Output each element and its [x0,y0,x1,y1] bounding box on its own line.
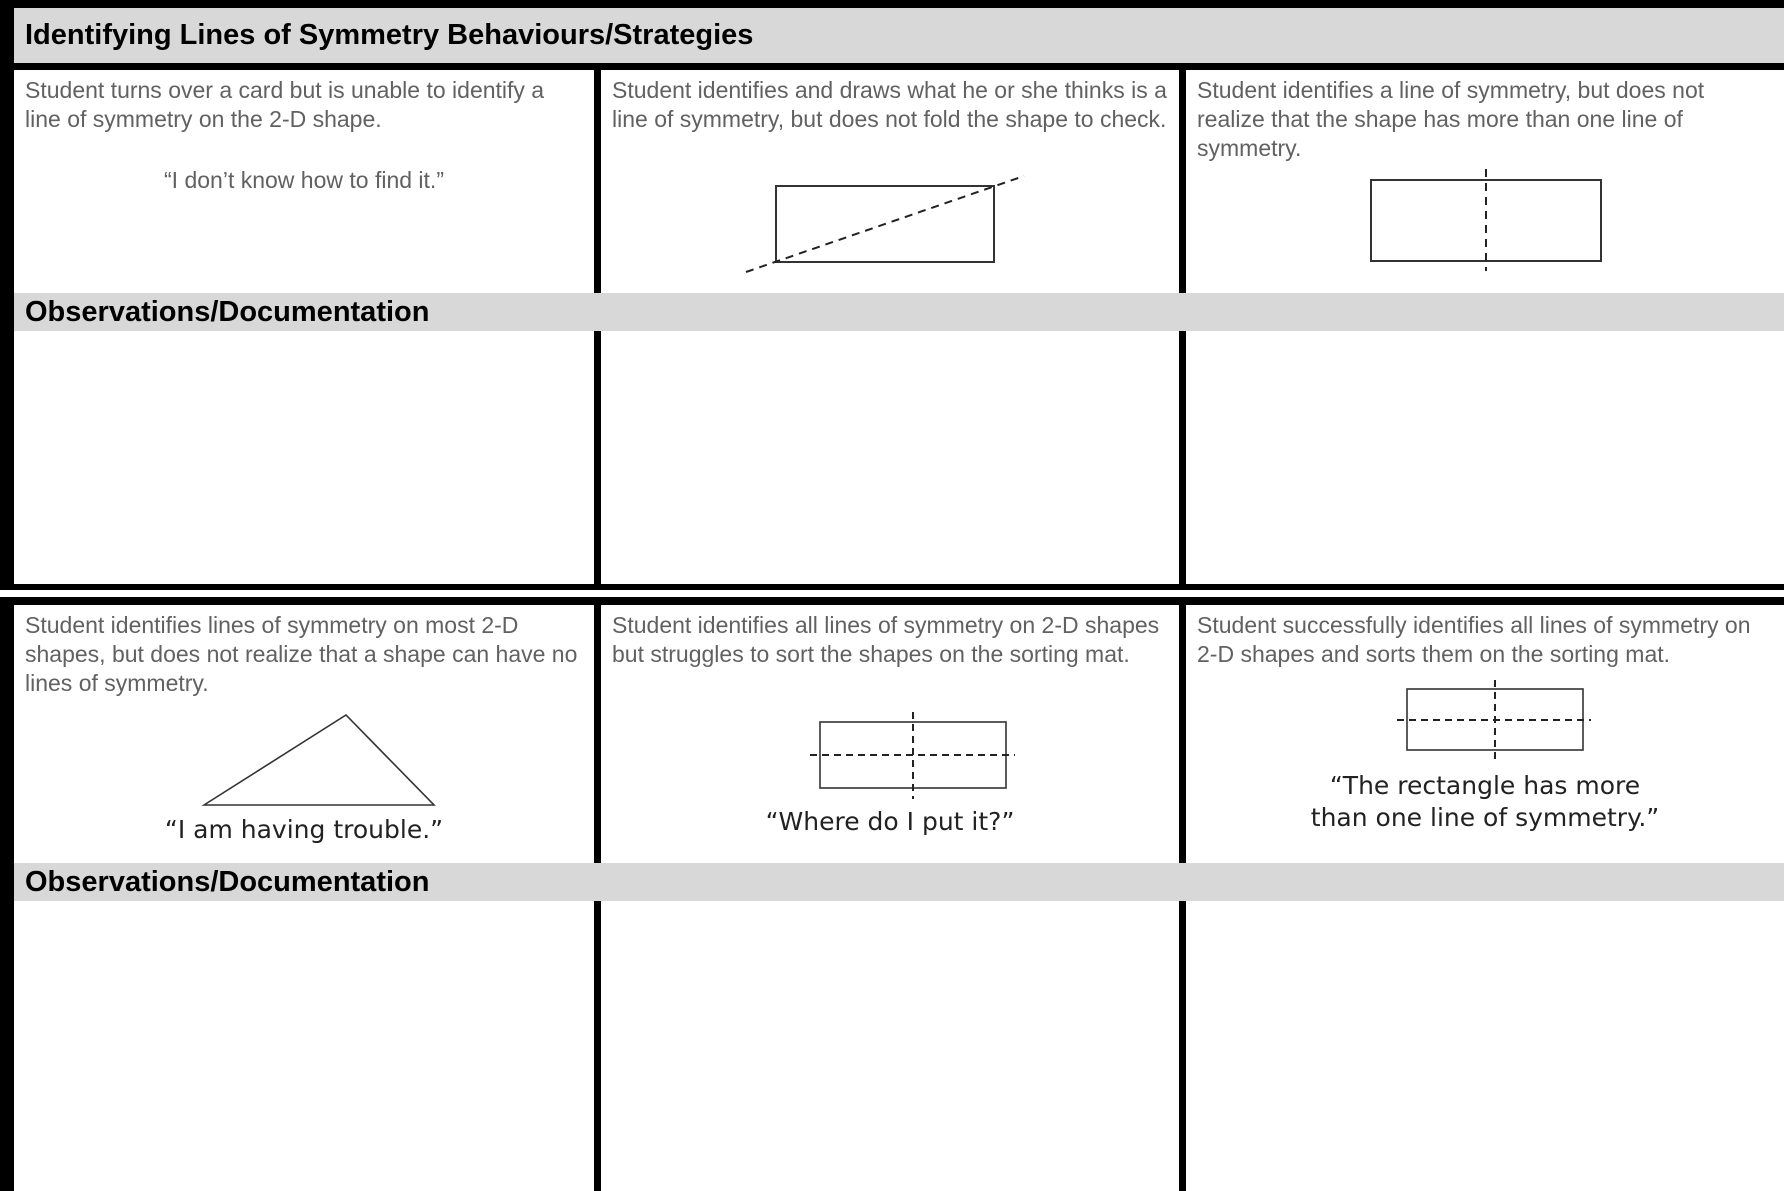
observation-notes-cell[interactable] [1186,331,1784,584]
behaviour-cell-1 [14,70,594,293]
behaviour-description: Student identifies lines of symmetry on most 2-D shapes, but does not realize that a shape can have no lines of symmetry. [25,612,578,696]
student-quote: “I am having trouble.” [164,815,444,844]
student-quote: “I don’t know how to find it.” [164,167,444,193]
observations-heading: Observations/Documentation [14,293,1784,331]
behaviour-description: Student identifies all lines of symmetry on 2-D shapes but struggles to sort the shapes on the sorting mat. [612,612,1160,667]
observation-notes-cell[interactable] [1186,901,1784,1191]
behaviour-description: Student identifies a line of symmetry, but does not realize that the shape has more than one line of symmetry. [1197,77,1705,161]
behaviour-cell-5 [601,605,1179,863]
behaviour-description: Student identifies and draws what he or she thinks is a line of symmetry, but does not fold the shape to check. [612,77,1167,132]
observation-notes-cell[interactable] [14,331,594,584]
student-quote-line: “The rectangle has more [1329,771,1641,800]
behaviours-table-1 [0,0,1784,590]
behaviour-cell-6 [1186,605,1784,863]
student-quote: “Where do I put it?” [765,807,1015,836]
page-title: Identifying Lines of Symmetry Behaviours/Strategies [14,8,1784,63]
observation-notes-cell[interactable] [14,901,594,1191]
behaviour-description: Student successfully identifies all lines of symmetry on 2-D shapes and sorts them on the sorting mat. [1197,612,1751,667]
behaviour-cell-4 [14,605,594,863]
observation-notes-cell[interactable] [601,331,1179,584]
behaviours-table-2 [0,597,1784,1191]
rectangle-vertical-line-icon [1186,70,1784,293]
behaviour-description: Student turns over a card but is unable to identify a line of symmetry on the 2-D shape. [25,77,545,132]
observations-heading: Observations/Documentation [14,863,1784,901]
behaviour-cell-3 [1186,70,1784,293]
behaviour-cell-2 [601,70,1179,293]
observation-notes-cell[interactable] [601,901,1179,1191]
rectangle-diagonal-line-icon [601,70,1179,293]
student-quote-line: than one line of symmetry.” [1310,803,1660,832]
